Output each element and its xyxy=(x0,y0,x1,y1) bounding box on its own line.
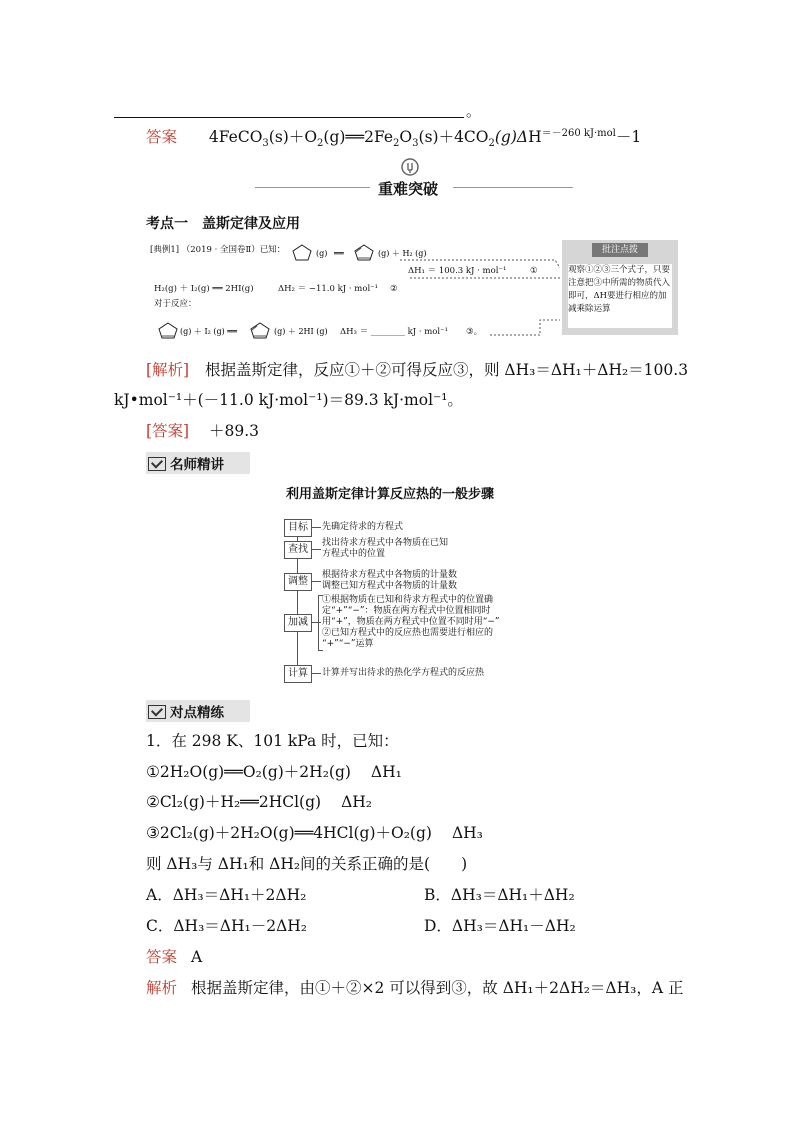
marker-2: ② xyxy=(390,284,398,294)
dh2: ΔH₂ ＝ −11.0 kJ · mol⁻¹ xyxy=(278,284,379,294)
svg-text:(g) ＋ H₂ (g): (g) ＋ H₂ (g) xyxy=(378,249,427,258)
point-title: 考点一 盖斯定律及应用 xyxy=(146,216,300,232)
q1-r1: ①2H₂O(g)══O₂(g)＋2H₂(g) ΔH₁ xyxy=(146,763,402,781)
q1-ask: 则 ΔH₃与 ΔH₁和 ΔH₂间的关系正确的是( ) xyxy=(146,855,468,873)
check-edit-icon xyxy=(148,457,166,471)
svg-text:(g): (g) xyxy=(316,249,328,258)
step-arrow-2 xyxy=(297,559,298,573)
practice-tag: 对点精练 xyxy=(146,700,250,722)
step-bracket xyxy=(318,595,323,651)
analysis-line1: [解析] 根据盖斯定律，反应①＋②可得反应③，则 ΔH₃＝ΔH₁＋ΔH₂＝100.3 xyxy=(146,361,689,379)
step-box-1: 目标 xyxy=(284,519,312,537)
for-reaction: 对于反应： xyxy=(154,299,197,309)
section-title: 重难突破 xyxy=(378,180,439,198)
step-text-3: 根据待求方程式中各物质的计量数 调整已知方程式中各物质的计量数 xyxy=(322,570,458,591)
step-text-5: 计算并写出待求的热化学方程式的反应热 xyxy=(322,667,485,678)
top-answer xyxy=(146,126,641,148)
step-connector-5 xyxy=(311,673,321,674)
example-figure xyxy=(150,240,560,348)
divider-right xyxy=(453,187,573,188)
dh1: ΔH₁ ＝ 100.3 kJ · mol⁻¹ xyxy=(408,266,507,276)
q1-stem: 1．在 298 K、101 kPa 时，已知： xyxy=(146,732,399,750)
reaction2: H₂(g) ＋ I₂(g) ══ 2HI(g) xyxy=(154,284,254,294)
marker-3: ③。 xyxy=(466,327,483,337)
steps-title: 利用盖斯定律计算反应热的一般步骤 xyxy=(286,487,495,502)
answer-blank-line xyxy=(114,117,464,118)
step-arrow-4 xyxy=(297,632,298,665)
q1-option-d[interactable]: D．ΔH₃＝ΔH₁－ΔH₂ xyxy=(424,917,576,935)
leader-lines xyxy=(150,240,560,348)
q1-answer: 答案 A xyxy=(146,948,203,966)
svg-text:(g) ＋ I₂ (g) ══: (g) ＋ I₂ (g) ══ xyxy=(180,327,237,336)
step-connector-1 xyxy=(311,527,321,528)
step-box-5: 计算 xyxy=(284,665,312,683)
answer-row: [答案] ＋89.3 xyxy=(146,422,259,440)
q1-r3: ③2Cl₂(g)＋2H₂O(g)══4HCl(g)＋O₂(g) ΔH₃ xyxy=(146,824,483,842)
q1-r2: ②Cl₂(g)＋H₂══2HCl(g) ΔH₂ xyxy=(146,793,372,811)
step-text-2: 找出待求方程式中各物质在已知 方程式中的位置 xyxy=(322,538,449,559)
steps-flowchart xyxy=(280,515,550,685)
step-connector-2 xyxy=(311,549,321,550)
q1-analysis: 解析 根据盖斯定律，由①＋②×2 可以得到③，故 ΔH₁＋2ΔH₂＝ΔH₃，A 正 xyxy=(146,979,684,997)
svg-text:══: ══ xyxy=(334,249,344,258)
q1-option-a[interactable]: A．ΔH₃＝ΔH₁＋2ΔH₂ xyxy=(146,886,307,904)
step-box-2: 查找 xyxy=(284,541,312,559)
step-text-4: ①根据物质在已知和待求方程式中的位置确 定“+”“−”：物质在两方程式中位置相同时 用“+”，物质在两方程式中位置不同时用“−” ②已知方程式中的反应热也需要进行相应的 “+”“−”运算 xyxy=(322,594,500,649)
answer-label: 答案 xyxy=(146,128,178,146)
note-box xyxy=(562,240,678,335)
step-connector-3 xyxy=(311,581,321,582)
teacher-tag: 名师精讲 xyxy=(146,452,250,474)
dh3: ΔH₃ ＝ ________ kJ · mol⁻¹ xyxy=(340,327,449,337)
note-title: 批注点拨 xyxy=(592,243,648,257)
note-text: 观察①②③三个式子，只要注意把③中所需的物质代入即可，ΔH要进行相应的加减乘除运算 xyxy=(568,264,672,328)
example-label: [典例1] （2019 · 全国卷Ⅱ）已知： xyxy=(150,245,286,255)
divider-left xyxy=(255,187,370,188)
step-box-3: 调整 xyxy=(284,573,312,591)
q1-option-c[interactable]: C．ΔH₃＝ΔH₁－2ΔH₂ xyxy=(146,917,307,935)
q1-option-b[interactable]: B．ΔH₃＝ΔH₁＋ΔH₂ xyxy=(424,886,575,904)
marker-1: ① xyxy=(530,266,538,276)
svg-text:(g) ＋ 2HI (g): (g) ＋ 2HI (g) xyxy=(274,327,328,336)
answer-equation: $4FeCO_3(s)+O_2(g)══2Fe_2O_3(s)+4CO_2(g)\Delta H^{=-260 kJ\cdot mol}-1$ xyxy=(208,127,642,150)
period: 。 xyxy=(466,102,482,120)
check-edit-icon xyxy=(148,705,166,719)
analysis-line2: kJ•mol⁻¹＋(－11.0 kJ·mol⁻¹)＝89.3 kJ·mol⁻¹。 xyxy=(114,391,463,409)
step-arrow-3 xyxy=(297,591,298,614)
step-text-1: 先确定待求的方程式 xyxy=(322,521,404,532)
step-box-4: 加减 xyxy=(284,614,312,632)
